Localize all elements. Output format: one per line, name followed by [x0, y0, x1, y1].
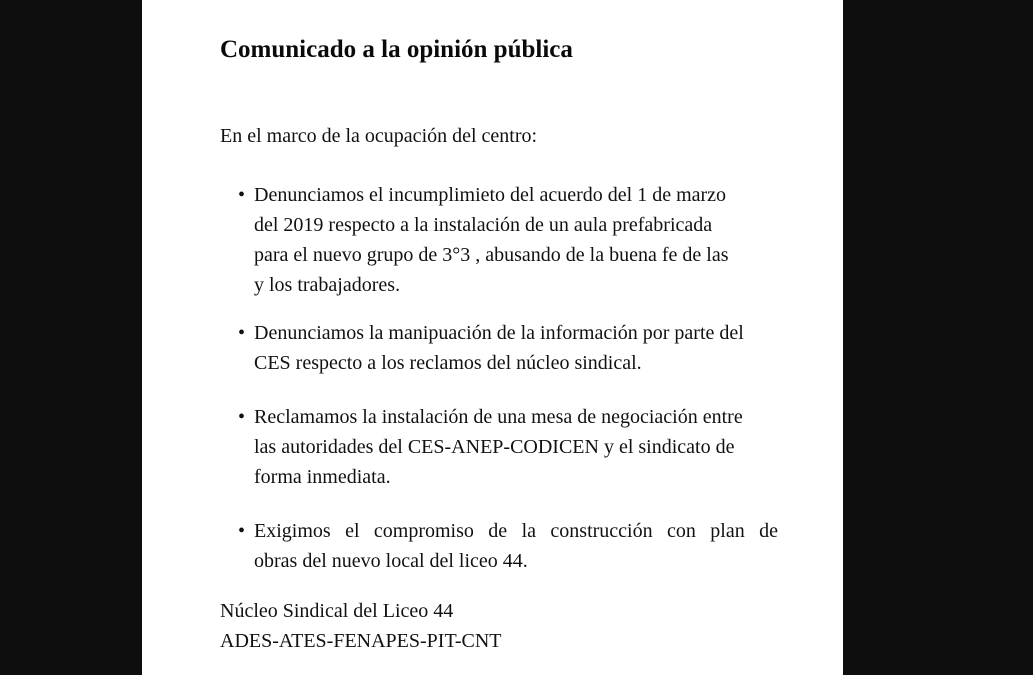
- text-line: forma inmediata.: [254, 466, 391, 488]
- text-line: para el nuevo grupo de 3°3 , abusando de la buena fe de las: [254, 244, 729, 266]
- text-line: y los trabajadores.: [254, 274, 401, 296]
- signature-line: ADES-ATES-FENAPES-PIT-CNT: [220, 630, 502, 652]
- signature-block: [220, 596, 502, 656]
- document-title: Comunicado a la opinión pública: [220, 36, 573, 63]
- document-page: [142, 0, 843, 675]
- bullet-item: [238, 318, 778, 378]
- bullet-icon: •: [238, 184, 246, 206]
- text-line: Denunciamos el incumplimieto del acuerdo del 1 de marzo: [254, 184, 727, 206]
- bullet-item: [238, 180, 778, 300]
- text-line: CES respecto a los reclamos del núcleo sindical.: [254, 352, 642, 374]
- bullet-item: [238, 402, 778, 492]
- bullet-icon: •: [238, 322, 246, 344]
- text-line: las autoridades del CES-ANEP-CODICEN y el sindicato de: [254, 436, 735, 458]
- intro-text: En el marco de la ocupación del centro:: [220, 125, 538, 147]
- text-line: Reclamamos la instalación de una mesa de negociación entre: [254, 406, 743, 428]
- bullet-icon: •: [238, 406, 246, 428]
- signature-line: Núcleo Sindical del Liceo 44: [220, 600, 454, 622]
- bullet-item: [238, 516, 778, 576]
- text-line: obras del nuevo local del liceo 44.: [254, 550, 528, 572]
- text-line: del 2019 respecto a la instalación de un aula prefabricada: [254, 214, 713, 236]
- bullet-icon: •: [238, 520, 246, 542]
- text-line: Exigimos el compromiso de la construcción con plan de: [254, 520, 778, 542]
- text-line: Denunciamos la manipuación de la información por parte del: [254, 322, 744, 344]
